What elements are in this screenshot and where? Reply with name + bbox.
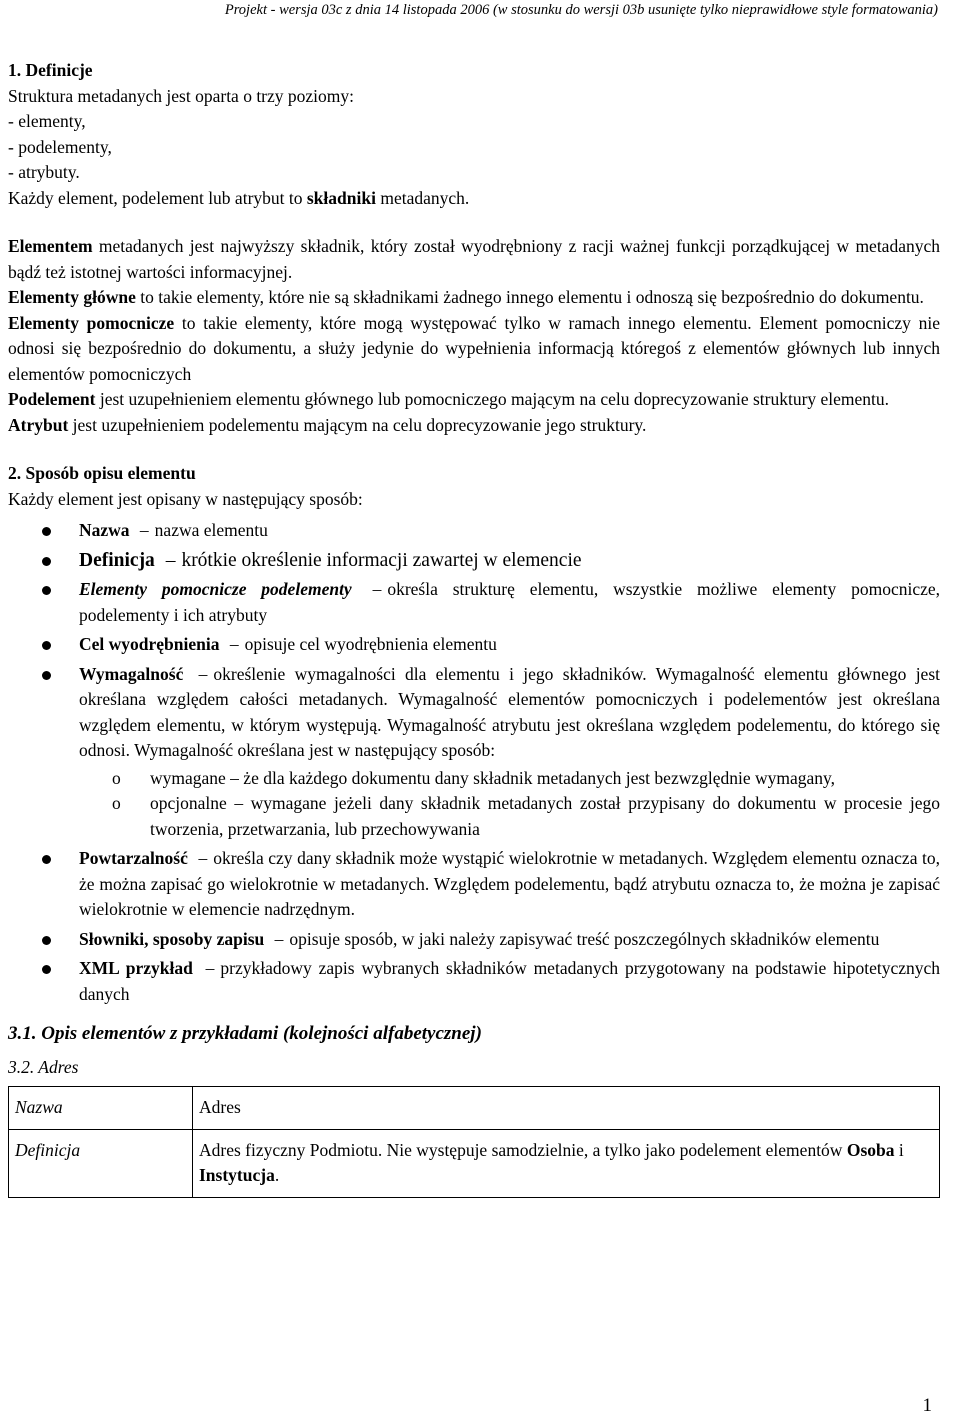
section-1-title: 1. Definicje [8,60,93,80]
list-item: Cel wyodrębnienia – opisuje cel wyodrębnienia elementu [8,632,940,658]
table-row [9,1129,940,1197]
list-item: Nazwa – nazwa elementu [8,518,940,544]
section-3-1-title: 3.1. Opis elementów z przykładami (kolejności alfabetycznej) [8,1023,482,1044]
list-item: Wymagalność – określenie wymagalności dla elementu i jego składników. Wymagalność elementu głównego jest określana względem całości metadanych. Wymagalność elementów pomocniczych i podelementów jest określana względem elementu, w którym występują. Wymagalność atrybutu jest określana względem podelementu, do którego się odnosi. Wymagalność określana jest w następujący sposób: o wymagane – że dla każdego dokumentu dany składnik metadanych jest bezwzględnie wymagany, o opcjonalne – wymagane jeżeli dany składnik metadanych został przypisany do dokumentu w procesie jego tworzenia, przetwarzania, lub przechowywania [8,662,940,843]
level-item: - atrybuty. [8,162,80,182]
element-definition-table [8,1086,940,1198]
requirement-sublist [79,766,940,843]
level-item: - elementy, [8,111,86,131]
level-item: - podelementy, [8,136,112,157]
structure-intro: Struktura metadanych jest oparta o trzy poziomy: [8,85,355,106]
running-header: Projekt - wersja 03c z dnia 14 listopada 2006 (w stosunku do wersji 03b usunięte tylko nieprawidłowe style formatowania) [224,2,938,18]
list-item: Elementy pomocnicze podelementy – określa strukturę elementu, wszystkie możliwe elementy pomocnicze, podelementy i ich atrybuty [8,577,940,628]
table-key-cell: Definicja [9,1129,193,1197]
list-item: XML przykład – przykładowy zapis wybranych składników metadanych przygotowany na podstawie hipotetycznych danych [8,956,940,1007]
sublist-item: o opcjonalne – wymagane jeżeli dany składnik metadanych został przypisany do dokumentu w procesie jego tworzenia, przetwarzania, lub przechowywania [8,791,940,842]
list-item: Słowniki, sposoby zapisu – opisuje sposób, w jaki należy zapisywać treść poszczególnych składników elementu [8,927,940,953]
components-summary: Każdy element, podelement lub atrybut to składniki metadanych. [8,187,470,208]
document-body [8,58,940,1198]
definition-attribute: Atrybut jest uzupełnieniem podelementu mającym na celu doprecyzowanie jego struktury. [8,414,647,435]
sublist-item: o wymagane – że dla każdego dokumentu dany składnik metadanych jest bezwzględnie wymagany, [8,766,940,792]
description-fields-list [8,518,940,1007]
section-2-title: 2. Sposób opisu elementu [8,463,196,483]
definition-element: Elementem metadanych jest najwyższy składnik, który został wyodrębniony z racji ważnej funkcji porządkującej w metadanych bądź też istotnej wartości informacyjnej. [8,236,940,282]
definition-auxiliary-elements: Elementy pomocnicze to takie elementy, które mogą występować tylko w ramach innego elementu. Element pomocniczy nie odnosi się bezpośrednio do dokumentu, a służy jedynie do wypełnienia informacją któregoś z elementów głównych lub innych elementów pomocniczych [8,312,941,384]
page-number: 1 [922,1395,932,1416]
table-row [9,1087,940,1130]
table-value-cell: Adres fizyczny Podmiotu. Nie występuje samodzielnie, a tylko jako podelement elementów Osoba i Instytucja. [193,1129,940,1197]
definition-main-elements: Elementy główne to takie elementy, które nie są składnikami żadnego innego elementu i odnoszą się bezpośrednio do dokumentu. [8,287,924,307]
description-intro: Każdy element jest opisany w następujący sposób: [8,488,363,509]
list-item: Definicja – krótkie określenie informacji zawartej w elemencie [8,548,940,574]
table-key-cell: Nazwa [9,1087,193,1130]
definition-subelement: Podelement jest uzupełnieniem elementu głównego lub pomocniczego mającym na celu doprecyzowanie struktury elementu. [8,389,890,409]
table-value-cell: Adres [193,1087,940,1130]
section-3-2-title: 3.2. Adres [8,1056,79,1077]
list-item: Powtarzalność – określa czy dany składnik może wystąpić wielokrotnie w metadanych. Względem elementu oznacza to, że można zapisać go wielokrotnie w metadanych. Względem podelementu, bądź atrybutu oznacza to, że można je zapisać wielokrotnie w elemencie nadrzędnym. [8,846,940,923]
